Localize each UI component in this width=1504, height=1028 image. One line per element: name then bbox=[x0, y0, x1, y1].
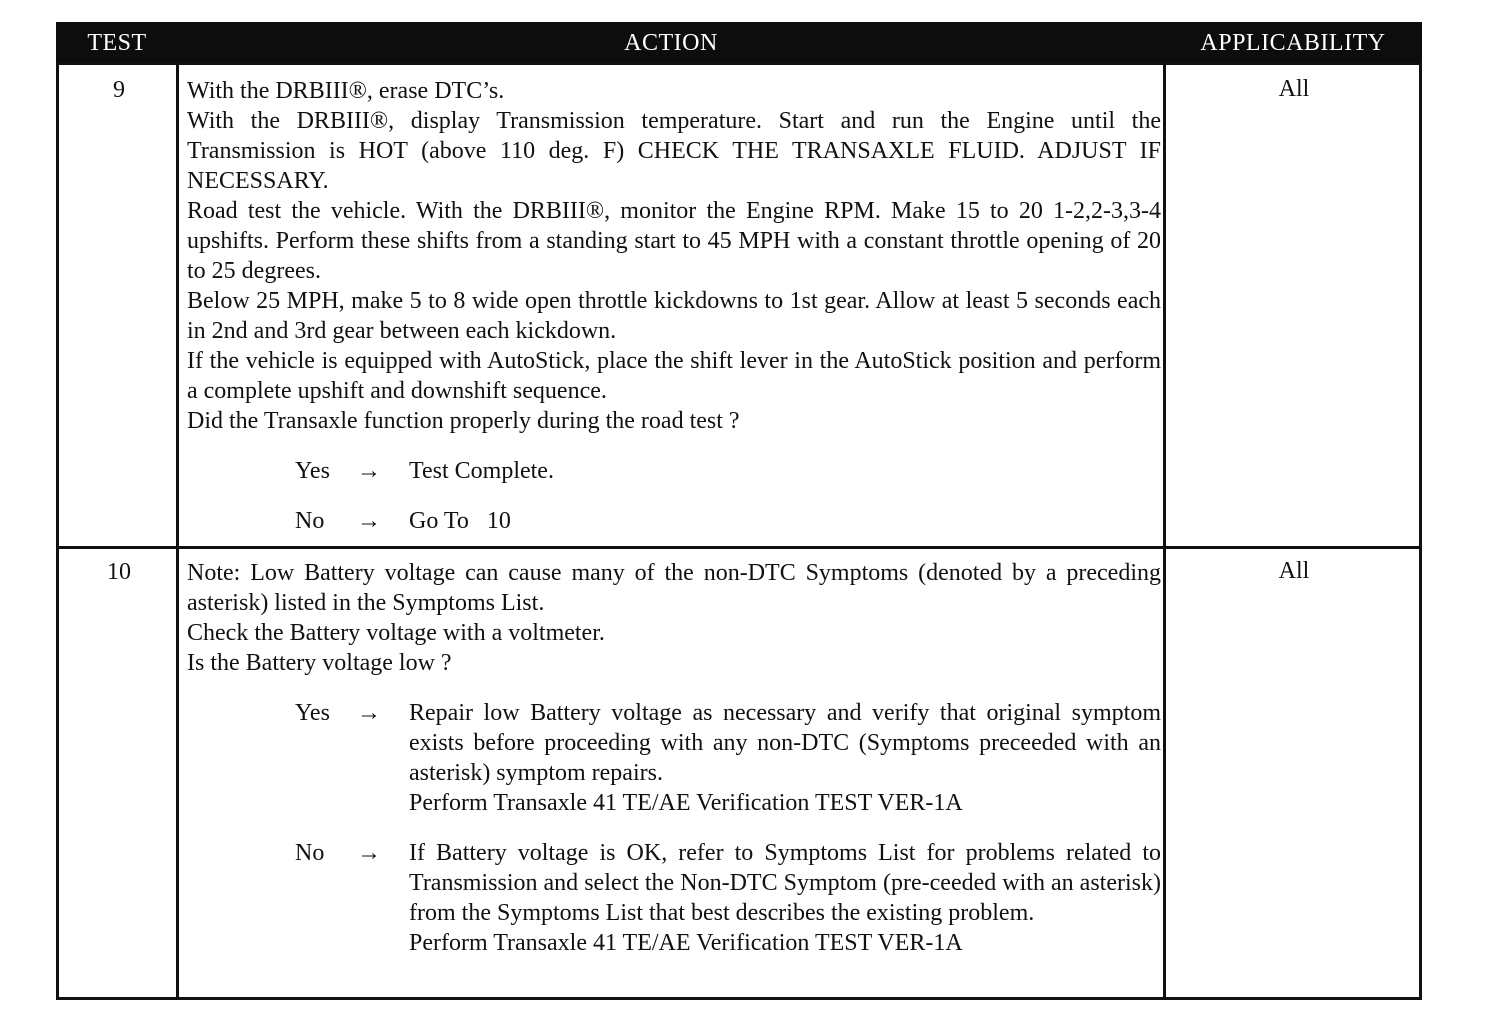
answer-line: Go To 10 bbox=[409, 508, 511, 534]
diagnostic-table bbox=[56, 22, 1422, 1000]
right-arrow-icon: → bbox=[357, 700, 381, 726]
action-line: With the DRBIII®, display Transmission temperature. Start and run the Engine until the Transmission is HOT (above 110 deg. F) CHECK THE TRANSAXLE FLUID. ADJUST IF NECESSARY. bbox=[187, 108, 1161, 194]
action-line: Check the Battery voltage with a voltmeter. bbox=[187, 620, 605, 646]
action-line: Road test the vehicle. With the DRBIII®, monitor the Engine RPM. Make 15 to 20 1-2,2-3,3-4 upshifts. Perform these shifts from a standing start to 45 MPH with a constant throttle opening of 20 to 25 degrees. bbox=[187, 198, 1161, 284]
action-cell bbox=[187, 558, 1161, 978]
answer-line: Perform Transaxle 41 TE/AE Verification TEST VER-1A bbox=[409, 930, 963, 956]
test-number: 10 bbox=[107, 559, 131, 585]
answer-label: No bbox=[295, 508, 325, 534]
answer-no bbox=[187, 506, 1161, 536]
answer-text bbox=[409, 698, 1161, 818]
answer-yes bbox=[187, 698, 1161, 818]
answer-label: Yes bbox=[295, 700, 330, 726]
action-line: If the vehicle is equipped with AutoStick, place the shift lever in the AutoStick position and perform a complete upshift and downshift sequence. bbox=[187, 348, 1161, 404]
answers bbox=[187, 698, 1161, 958]
table-header bbox=[56, 22, 1422, 62]
answer-text bbox=[409, 838, 1161, 958]
action-line: Note: Low Battery voltage can cause many of the non-DTC Symptoms (denoted by a preceding asterisk) listed in the Symptoms List. bbox=[187, 560, 1161, 616]
right-arrow-icon: → bbox=[357, 840, 381, 866]
action-line: With the DRBIII®, erase DTC’s. bbox=[187, 78, 505, 104]
action-line: Did the Transaxle function properly during the road test ? bbox=[187, 408, 740, 434]
answer-line: If Battery voltage is OK, refer to Symptoms List for problems related to Transmission and select the Non-DTC Symptom (pre-ceeded with an asterisk) from the Symptoms List that best describes the existing problem. bbox=[409, 840, 1161, 926]
test-number: 9 bbox=[113, 77, 125, 103]
right-arrow-icon: → bbox=[357, 458, 381, 484]
answer-line: Perform Transaxle 41 TE/AE Verification TEST VER-1A bbox=[409, 790, 963, 816]
applicability-value: All bbox=[1278, 76, 1310, 102]
action-line: Below 25 MPH, make 5 to 8 wide open throttle kickdowns to 1st gear. Allow at least 5 seconds each in 2nd and 3rd gear between each kickdown. bbox=[187, 288, 1161, 344]
answer-text bbox=[409, 506, 1161, 536]
header-applicability: APPLICABILITY bbox=[1200, 30, 1386, 56]
header-test: TEST bbox=[87, 30, 147, 56]
table-row bbox=[59, 549, 1419, 1000]
action-cell bbox=[187, 76, 1161, 556]
answer-text bbox=[409, 456, 1161, 486]
answer-yes bbox=[187, 456, 1161, 486]
header-action: ACTION bbox=[624, 30, 718, 56]
answers bbox=[187, 456, 1161, 536]
answer-label: No bbox=[295, 840, 325, 866]
answer-no bbox=[187, 838, 1161, 958]
applicability-value: All bbox=[1278, 558, 1310, 584]
table-row bbox=[59, 65, 1419, 546]
answer-label: Yes bbox=[295, 458, 330, 484]
right-arrow-icon: → bbox=[357, 508, 381, 534]
table-body bbox=[56, 62, 1422, 1000]
action-line: Is the Battery voltage low ? bbox=[187, 650, 452, 676]
answer-line: Repair low Battery voltage as necessary and verify that original symptom exists before proceeding with any non-DTC (Symptoms preceeded with an asterisk) symptom repairs. bbox=[409, 700, 1161, 786]
answer-line: Test Complete. bbox=[409, 458, 554, 484]
